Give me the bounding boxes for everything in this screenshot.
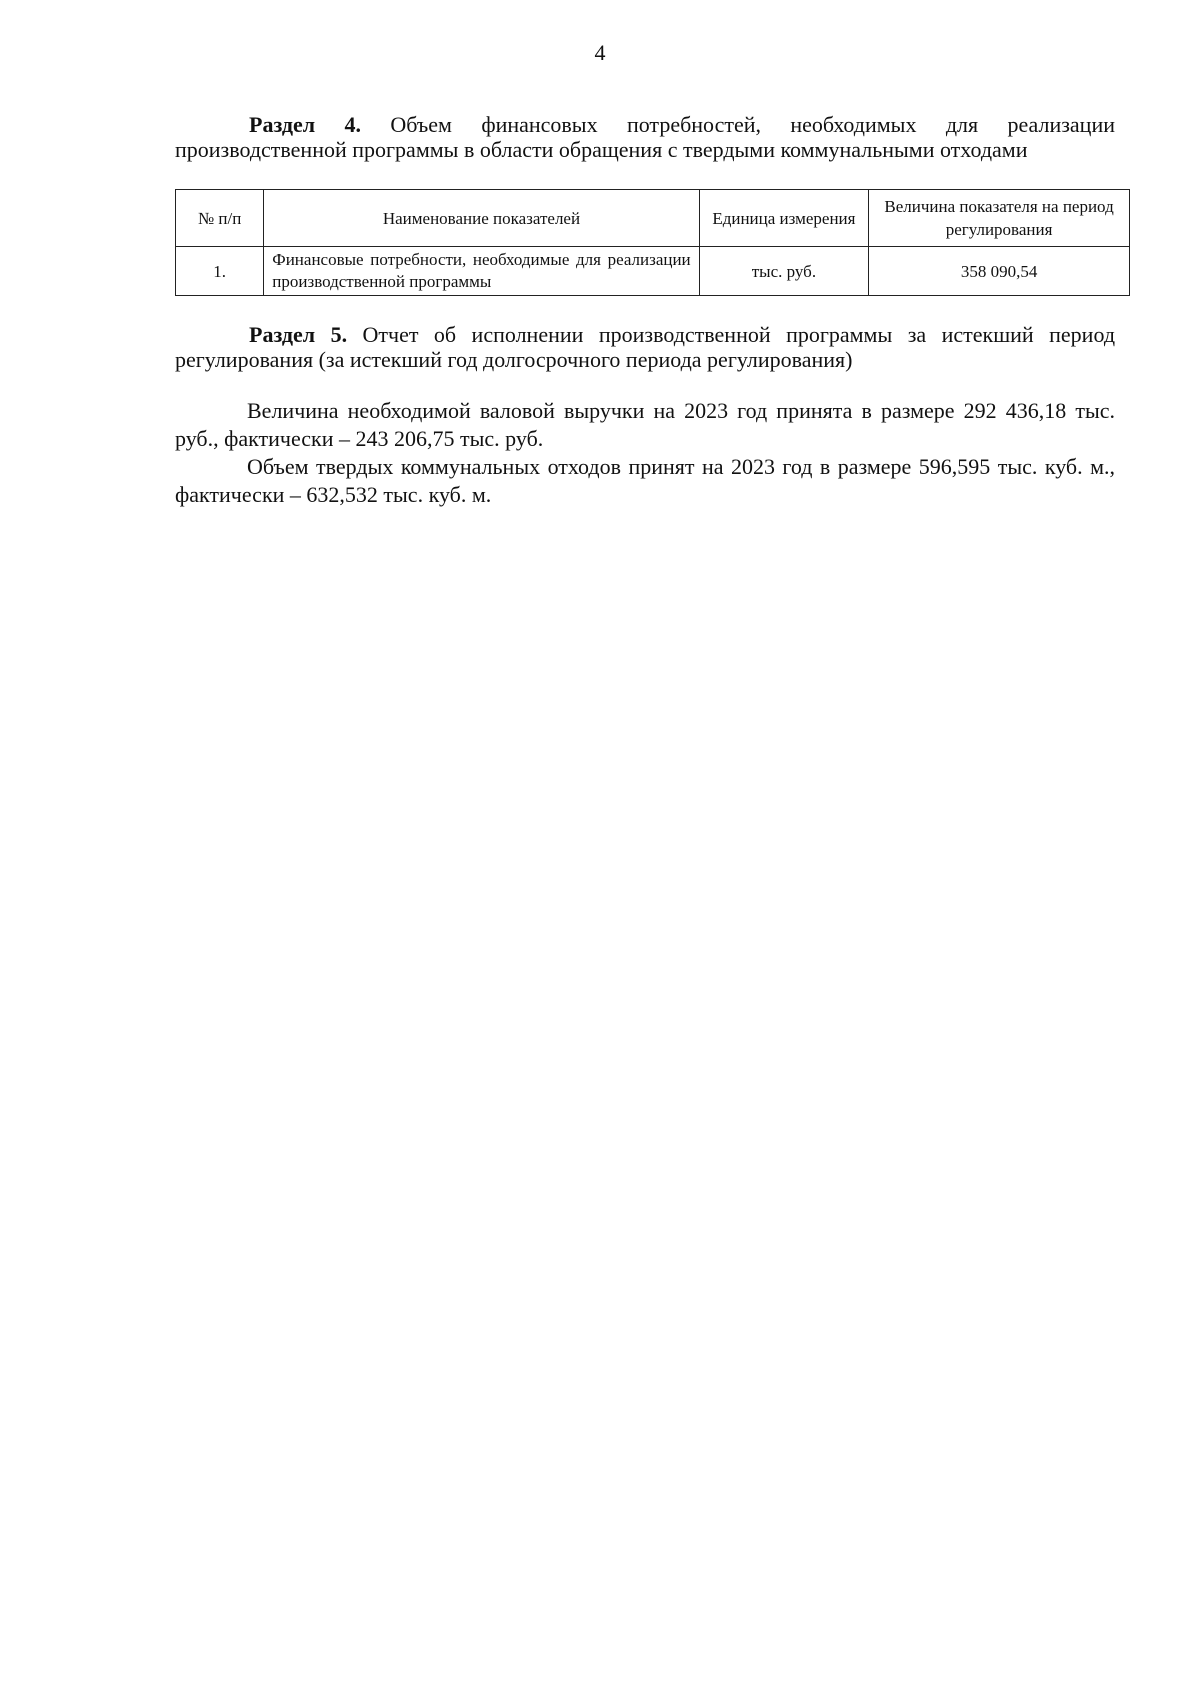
page-number: 4 <box>594 40 606 65</box>
row-num: 1. <box>176 247 264 296</box>
section-4-label: Раздел 4. <box>249 112 361 137</box>
row-name: Финансовые потребности, необходимые для реализации производственной программы <box>264 247 699 296</box>
table-header-row <box>176 190 1130 247</box>
revenue-paragraph: Величина необходимой валовой выручки на 2023 год принята в размере 292 436,18 тыс. руб., фактически – 243 206,75 тыс. руб. <box>175 398 1115 451</box>
section-4-text: Объем финансовых потребностей, необходимых для реализации производственной программы в области обращения с твердыми коммунальными отходами <box>175 112 1116 162</box>
row-value: 358 090,54 <box>869 247 1130 296</box>
header-num: № п/п <box>176 190 264 247</box>
document-body <box>175 112 1115 509</box>
volume-paragraph: Объем твердых коммунальных отходов принят на 2023 год в размере 596,595 тыс. куб. м., фактически – 632,532 тыс. куб. м. <box>175 454 1115 507</box>
section-4-heading <box>175 112 1115 162</box>
section-5-label: Раздел 5. <box>249 322 348 347</box>
section-5-text: Отчет об исполнении производственной программы за истекший период регулирования (за истекший год долгосрочного периода регулирования) <box>175 322 1116 372</box>
header-name: Наименование показателей <box>264 190 699 247</box>
table-row <box>176 247 1130 296</box>
section-5-heading <box>175 322 1115 372</box>
financial-needs-table <box>175 189 1130 296</box>
row-unit: тыс. руб. <box>699 247 868 296</box>
header-unit: Единица измерения <box>699 190 868 247</box>
header-value: Величина показателя на период регулирования <box>869 190 1130 247</box>
